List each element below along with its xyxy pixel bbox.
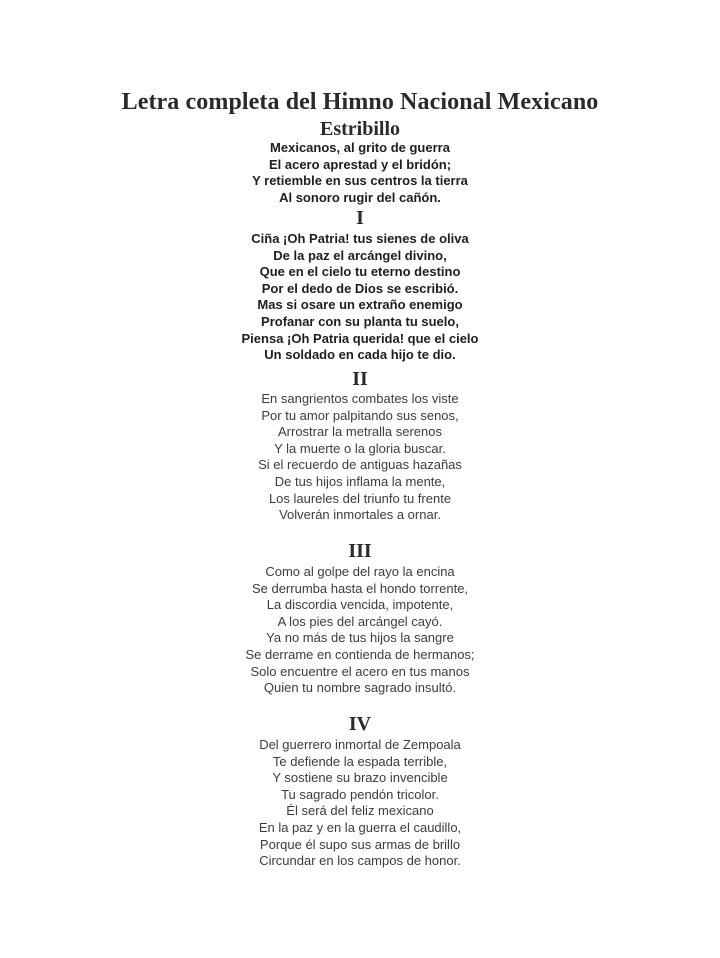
section-heading-estribillo: Estribillo — [319, 118, 400, 140]
document-title: Letra completa del Himno Nacional Mexicano — [121, 89, 599, 115]
verse-line: Un soldado en cada hijo te dio. — [264, 347, 456, 363]
verse-line: De la paz el arcángel divino, — [273, 247, 447, 263]
verse-line: Arrostrar la metralla serenos — [278, 424, 442, 440]
verse-line: La discordia vencida, impotente, — [266, 597, 454, 613]
stanza-iv — [0, 737, 720, 870]
stanza-iii — [0, 564, 720, 697]
verse-line: Los laureles del triunfo tu frente — [268, 490, 452, 506]
verse-line: Piensa ¡Oh Patria querida! que el cielo — [241, 330, 479, 346]
verse-line: Que en el cielo tu eterno destino — [259, 264, 461, 280]
section-heading-iv: IV — [348, 713, 372, 735]
verse-line: Ciña ¡Oh Patria! tus sienes de oliva — [251, 231, 469, 246]
verse-line: Porque él supo sus armas de brillo — [259, 836, 461, 852]
section-heading-ii: II — [352, 368, 368, 390]
verse-line: Te defiende la espada terrible, — [272, 753, 448, 769]
verse-line: Del guerrero inmortal de Zempoala — [259, 737, 461, 752]
verse-line: Se derrumba hasta el hondo torrente, — [251, 580, 469, 596]
verse-line: Profanar con su planta tu suelo, — [261, 313, 459, 329]
stanza-ii — [0, 391, 720, 524]
verse-line: Volverán inmortales a ornar. — [279, 507, 441, 523]
verse-line: Por el dedo de Dios se escribió. — [261, 280, 459, 296]
verse-line: Circundar en los campos de honor. — [259, 853, 461, 869]
verse-line: Por tu amor palpitando sus senos, — [261, 407, 459, 423]
verse-line: Solo encuentre el acero en tus manos — [250, 663, 470, 679]
stanza-estribillo — [0, 140, 720, 206]
verse-line: Quien tu nombre sagrado insultó. — [263, 680, 457, 696]
verse-line: Como al golpe del rayo la encina — [265, 564, 455, 579]
verse-line: Ya no más de tus hijos la sangre — [266, 630, 454, 646]
verse-line: En sangrientos combates los viste — [261, 391, 459, 406]
verse-line: En la paz y en la guerra el caudillo, — [258, 819, 462, 835]
verse-line: Y sostiene su brazo invencible — [272, 770, 448, 786]
verse-line: Mas si osare un extraño enemigo — [257, 297, 463, 313]
verse-line: Mexicanos, al grito de guerra — [270, 140, 450, 155]
verse-line: Al sonoro rugir del cañón. — [279, 189, 441, 205]
section-heading-i: I — [356, 207, 364, 229]
verse-line: Y retiemble en sus centros la tierra — [252, 173, 468, 189]
section-heading-iii: III — [348, 540, 372, 562]
verse-line: Él será del feliz mexicano — [286, 803, 434, 819]
verse-line: A los pies del arcángel cayó. — [277, 613, 443, 629]
verse-line: Tu sagrado pendón tricolor. — [281, 786, 439, 802]
verse-line: De tus hijos inflama la mente, — [274, 473, 446, 489]
verse-line: El acero aprestad y el bridón; — [268, 156, 452, 172]
verse-line: Si el recuerdo de antiguas hazañas — [258, 457, 462, 473]
verse-line: Se derrame en contienda de hermanos; — [245, 646, 475, 662]
stanza-i — [0, 231, 720, 364]
verse-line: Y la muerte o la gloria buscar. — [274, 440, 446, 456]
